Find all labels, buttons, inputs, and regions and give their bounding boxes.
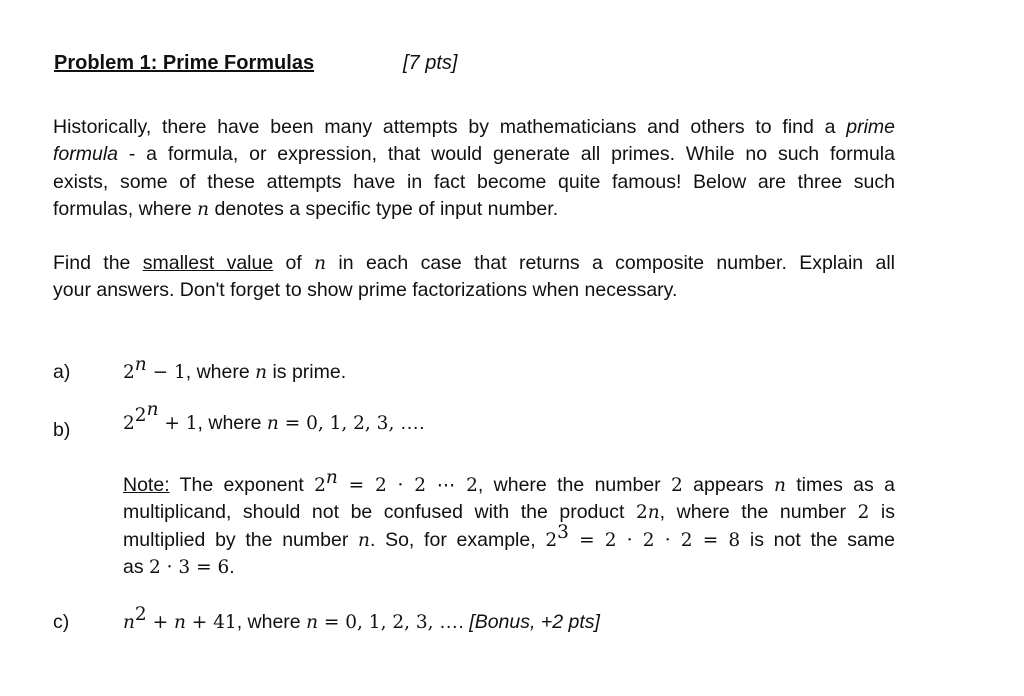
intro-line-2: [53, 141, 895, 168]
math-exponent: 2: [134, 604, 147, 625]
note-text: The exponent: [169, 474, 315, 496]
math-number: 2: [671, 475, 683, 496]
math-exponent: 3: [557, 521, 569, 543]
item-a-label: a): [53, 361, 71, 383]
math-expression: + 41: [185, 612, 237, 633]
intro-text: Historically, there have been many attempts by mathematicians and others to find a: [53, 116, 847, 138]
math-variable: n: [197, 199, 210, 221]
instructions-text: of: [273, 252, 315, 274]
math-number: 2: [134, 405, 147, 426]
item-text: , where: [197, 412, 267, 434]
problem-heading: [54, 52, 458, 75]
instructions-paragraph: [53, 250, 895, 305]
instructions-line-1: [53, 250, 895, 277]
instructions-line-2: your answers. Don't forget to show prime factorizations when necessary.: [53, 279, 678, 302]
math-number: 2: [123, 413, 135, 434]
math-expression: − 1: [146, 362, 186, 383]
math-number: 2: [545, 529, 558, 551]
item-a-formula: [123, 354, 347, 384]
intro-text: denotes a specific type of input number.: [209, 198, 559, 221]
math-variable: n: [266, 413, 279, 434]
instructions-underlined: smallest value: [142, 252, 274, 274]
note-line-4: [123, 554, 895, 581]
intro-line-3: exists, some of these attempts have in fact become quite famous! Below are three such: [53, 170, 895, 193]
math-variable: n: [306, 612, 318, 633]
item-text: , where: [185, 361, 256, 383]
note-text: multiplied by the number: [123, 528, 359, 551]
note-text: times as a: [785, 474, 895, 496]
item-text: ….: [394, 412, 425, 434]
note-text: is: [869, 501, 895, 524]
note-text: appears: [682, 474, 774, 496]
item-text: , where: [236, 611, 307, 633]
intro-text: formulas, where: [53, 198, 198, 221]
math-variable: n: [255, 362, 268, 383]
note-text: , where the number: [659, 501, 858, 524]
math-expression: = 0, 1, 2, 3,: [318, 612, 434, 633]
item-b-formula: [123, 399, 425, 435]
intro-emphasis: prime: [846, 116, 895, 138]
item-text: ….: [433, 611, 470, 633]
instructions-text: in each case that returns a composite number. Explain all: [326, 252, 895, 274]
math-expression: 2 · 3 = 6: [149, 557, 230, 579]
math-variable: n: [647, 502, 660, 524]
math-variable: n: [314, 253, 327, 274]
math-exponent: [134, 399, 159, 426]
note-text: multiplicand, should not be confused with the product: [123, 501, 636, 524]
math-expression: = 2 · 2 · 2 = 8: [568, 529, 741, 551]
math-expression: = 0, 1, 2, 3,: [278, 413, 395, 434]
math-variable: n: [173, 612, 186, 633]
note-line-2: [123, 499, 895, 526]
math-exponent: n: [134, 354, 147, 375]
note-text: is not the same: [740, 528, 895, 551]
note-line-3: [123, 521, 895, 554]
intro-emphasis: formula: [53, 143, 119, 166]
item-c-formula: [123, 604, 600, 634]
exponent-note: [123, 467, 895, 582]
math-variable: n: [358, 529, 370, 551]
math-number: 2: [314, 475, 326, 496]
item-c-label: c): [53, 611, 70, 633]
math-exponent: n: [325, 467, 338, 488]
math-variable: n: [123, 612, 135, 633]
instructions-text: Find the: [53, 252, 143, 274]
problem-points: [7 pts]: [403, 52, 458, 74]
note-label: Note:: [123, 474, 170, 496]
note-text: as: [123, 556, 150, 579]
item-text: is prime.: [267, 361, 347, 383]
math-number: 2: [123, 362, 135, 383]
math-exponent: n: [146, 399, 159, 420]
note-text: . So, for example,: [369, 528, 546, 551]
note-text: .: [229, 556, 235, 579]
math-expression: = 2 · 2 ⋯ 2: [337, 475, 478, 496]
problem-title: Problem 1: Prime Formulas: [54, 52, 315, 74]
intro-text: - a formula, or expression, that would generate all primes. While no such formula: [118, 143, 895, 166]
math-variable: n: [773, 475, 786, 496]
math-number: 2: [635, 502, 648, 524]
bonus-points: [Bonus, +2 pts]: [469, 611, 600, 633]
note-line-1: [123, 467, 895, 499]
note-text: , where the number: [477, 474, 672, 496]
math-expression: + 1: [158, 413, 198, 434]
intro-line-1: [53, 114, 895, 141]
intro-paragraph: [53, 114, 895, 224]
math-number: 2: [857, 502, 870, 524]
item-b-label: b): [53, 419, 71, 441]
intro-line-4: [53, 196, 895, 223]
math-expression: +: [146, 612, 174, 633]
